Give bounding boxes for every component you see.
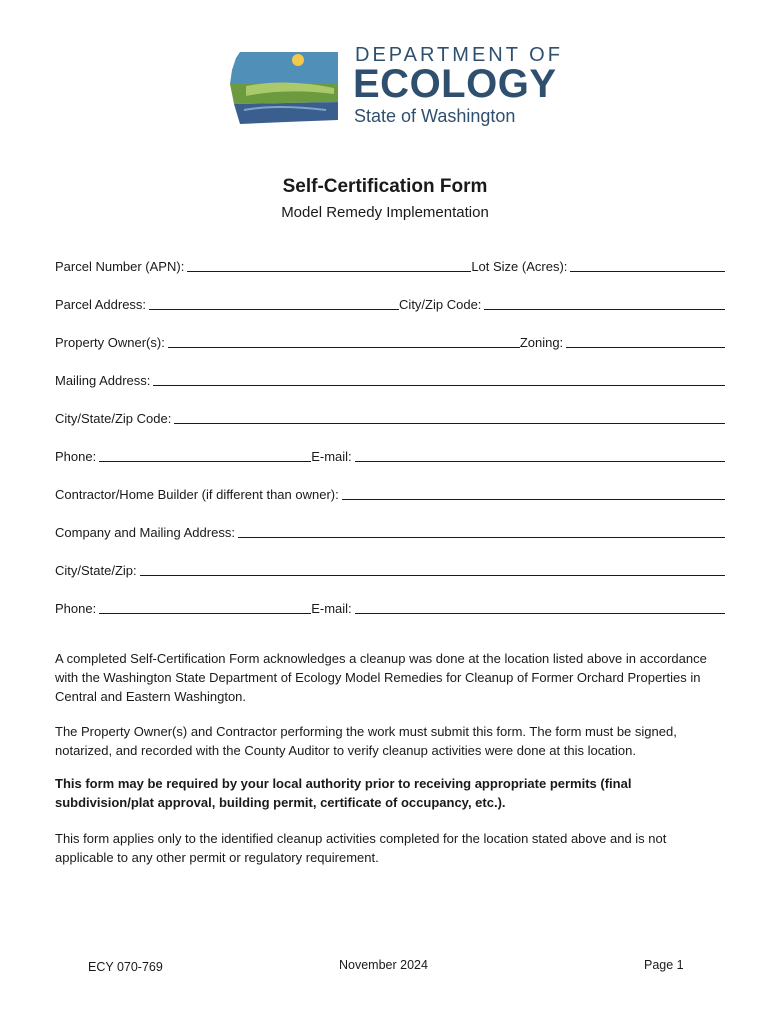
email2-field[interactable] bbox=[355, 599, 725, 614]
mailing-address-label: Mailing Address: bbox=[55, 373, 151, 388]
footer-page: Page 1 bbox=[644, 958, 684, 972]
phone-field[interactable] bbox=[99, 447, 311, 462]
row-city-state-zip-2 bbox=[55, 558, 725, 578]
city-state-zip-label: City/State/Zip Code: bbox=[55, 411, 172, 426]
footer-form-number: ECY 070-769 bbox=[88, 960, 163, 974]
row-phone-email-2 bbox=[55, 596, 725, 616]
property-owner-label: Property Owner(s): bbox=[55, 335, 165, 350]
contractor-label: Contractor/Home Builder (if different than owner): bbox=[55, 487, 339, 502]
parcel-address-label: Parcel Address: bbox=[55, 297, 147, 312]
email-field[interactable] bbox=[355, 447, 725, 462]
logo-department: DEPARTMENT OF bbox=[355, 44, 563, 66]
state-sky-shape bbox=[230, 52, 338, 84]
city-state-zip2-label: City/State/Zip: bbox=[55, 563, 137, 578]
row-owner bbox=[55, 330, 725, 350]
ecology-logo bbox=[226, 44, 346, 132]
city-zip-field[interactable] bbox=[484, 295, 725, 310]
zoning-label: Zoning: bbox=[519, 335, 564, 350]
state-water-shape bbox=[234, 102, 338, 124]
lot-size-field[interactable] bbox=[570, 257, 725, 272]
paragraph-permits: This form may be required by your local authority prior to receiving appropriate permits (final subdivision/plat approval, building permit, certificate of occupancy, etc.). bbox=[55, 776, 632, 810]
phone2-label: Phone: bbox=[55, 601, 97, 616]
company-mailing-label: Company and Mailing Address: bbox=[55, 525, 235, 540]
email-label: E-mail: bbox=[311, 449, 352, 464]
row-phone-email bbox=[55, 444, 725, 464]
paragraph-submission: The Property Owner(s) and Contractor performing the work must submit this form. The form must be signed, notarized, and recorded with the County Auditor to verify cleanup activities were done at this location. bbox=[55, 724, 677, 758]
row-parcel bbox=[55, 254, 725, 274]
phone-label: Phone: bbox=[55, 449, 97, 464]
paragraph-acknowledgement: A completed Self-Certification Form acknowledges a cleanup was done at the location listed above in accordance with the Washington State Department of Ecology Model Remedies for Cleanup of Former Orchard Properties in Central and Eastern Washington. bbox=[55, 651, 707, 704]
row-address bbox=[55, 292, 725, 312]
city-state-zip2-field[interactable] bbox=[140, 561, 725, 576]
city-state-zip-field[interactable] bbox=[174, 409, 725, 424]
lot-size-label: Lot Size (Acres): bbox=[471, 259, 568, 274]
row-company bbox=[55, 520, 725, 540]
form-subtitle: Model Remedy Implementation bbox=[281, 204, 489, 221]
parcel-number-label: Parcel Number (APN): bbox=[55, 259, 185, 274]
property-owner-field[interactable] bbox=[168, 333, 520, 348]
logo-state: State of Washington bbox=[354, 106, 516, 126]
phone2-field[interactable] bbox=[99, 599, 311, 614]
parcel-address-field[interactable] bbox=[149, 295, 399, 310]
row-contractor bbox=[55, 482, 725, 502]
paragraph-applicability: This form applies only to the identified cleanup activities completed for the location stated above and is not applicable to any other permit or regulatory requirement. bbox=[55, 831, 667, 865]
footer-date: November 2024 bbox=[339, 958, 428, 972]
company-mailing-field[interactable] bbox=[238, 523, 725, 538]
parcel-number-field[interactable] bbox=[187, 257, 471, 272]
email2-label: E-mail: bbox=[311, 601, 352, 616]
sun-icon bbox=[292, 54, 304, 66]
zoning-field[interactable] bbox=[566, 333, 725, 348]
mailing-address-field[interactable] bbox=[153, 371, 725, 386]
row-city-state-zip bbox=[55, 406, 725, 426]
form-title: Self-Certification Form bbox=[282, 176, 488, 197]
logo-ecology: ECOLOGY bbox=[353, 62, 557, 106]
city-zip-label: City/Zip Code: bbox=[399, 297, 482, 312]
contractor-field[interactable] bbox=[342, 485, 725, 500]
row-mailing bbox=[55, 368, 725, 388]
